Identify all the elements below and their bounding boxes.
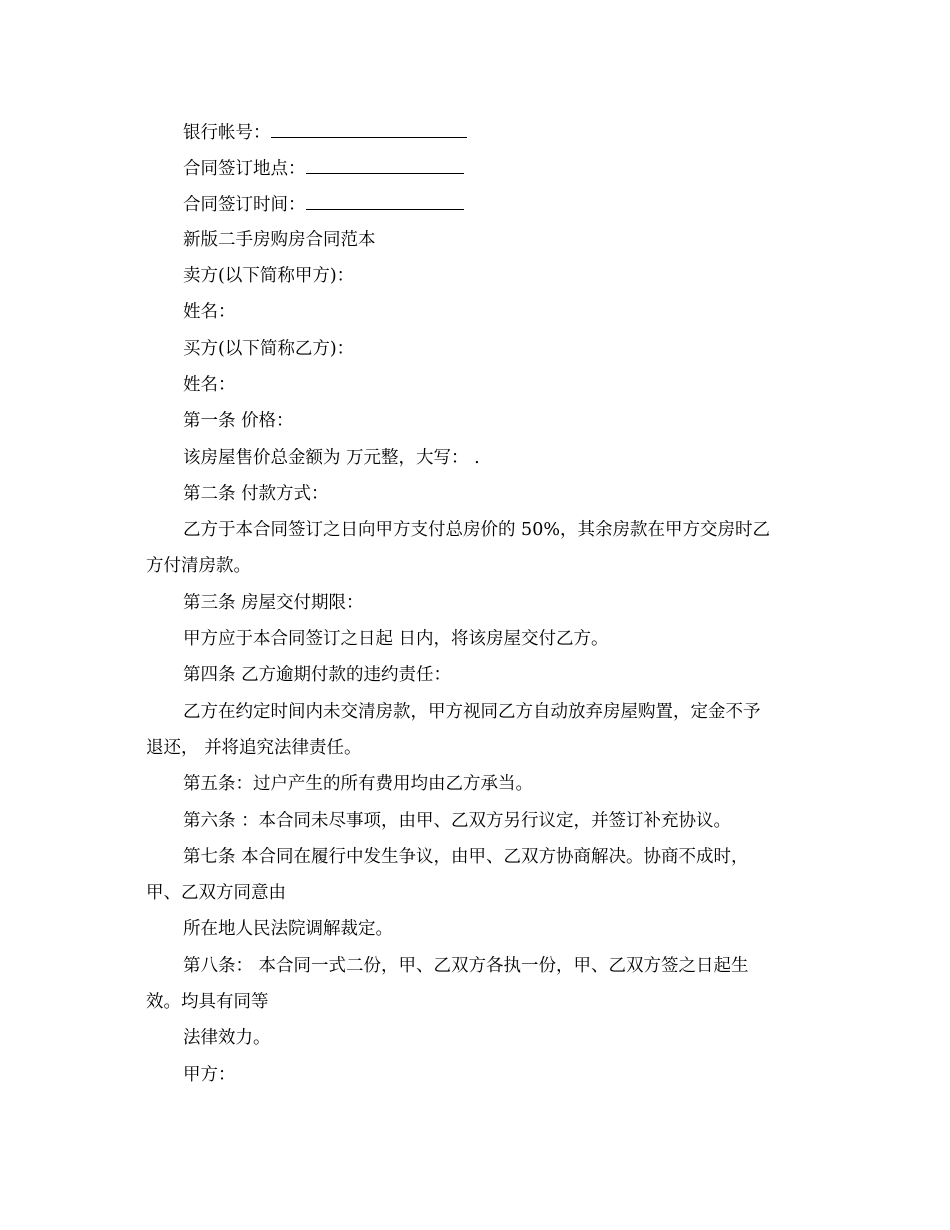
bank-account-blank[interactable] bbox=[271, 121, 467, 138]
article-2-heading: 第二条 付款方式： bbox=[183, 484, 329, 504]
seller-name-label: 姓名： bbox=[183, 302, 236, 322]
article-7-text-line-1: 第七条 本合同在履行中发生争议，由甲、乙双方协商解决。协商不成时， bbox=[183, 847, 749, 867]
article-8-text-line-1: 第八条： 本合同一式二份，甲、乙双方各执一份，甲、乙双方签之日起生 bbox=[183, 956, 749, 976]
article-5-text: 第五条：过户产生的所有费用均由乙方承当。 bbox=[183, 774, 533, 794]
bank-account-row bbox=[183, 121, 467, 144]
article-2-text-line-2: 方付清房款。 bbox=[146, 556, 251, 576]
sign-place-label: 合同签订地点： bbox=[183, 159, 306, 179]
sign-time-row bbox=[183, 193, 464, 216]
article-2-text-line-1: 乙方于本合同签订之日向甲方支付总房价的 50%，其余房款在甲方交房时乙 bbox=[183, 520, 770, 540]
article-3-text: 甲方应于本合同签订之日起 日内，将该房屋交付乙方。 bbox=[183, 629, 609, 649]
document-title: 新版二手房购房合同范本 bbox=[183, 230, 376, 250]
sign-place-row bbox=[183, 157, 464, 180]
buyer-name-label: 姓名： bbox=[183, 375, 236, 395]
party-a-signature-label: 甲方： bbox=[183, 1065, 236, 1085]
article-4-text-line-2: 退还， 并将追究法律责任。 bbox=[146, 738, 362, 758]
sign-place-blank[interactable] bbox=[306, 157, 464, 174]
article-6-text: 第六条 ：本合同未尽事项，由甲、乙双方另行议定，并签订补充协议。 bbox=[183, 811, 732, 831]
buyer-label: 买方(以下简称乙方)： bbox=[183, 339, 355, 359]
article-1-heading: 第一条 价格： bbox=[183, 411, 294, 431]
article-8-text-line-2: 效。均具有同等 bbox=[146, 992, 269, 1012]
seller-label: 卖方(以下简称甲方)： bbox=[183, 266, 355, 286]
article-1-text: 该房屋售价总金额为 万元整，大写： . bbox=[183, 448, 480, 468]
article-3-heading: 第三条 房屋交付期限： bbox=[183, 593, 364, 613]
article-7-text-line-3: 所在地人民法院调解裁定。 bbox=[183, 919, 393, 939]
bank-account-label: 银行帐号： bbox=[183, 123, 271, 143]
article-4-text-line-1: 乙方在约定时间内未交清房款，甲方视同乙方自动放弃房屋购置，定金不予 bbox=[183, 702, 761, 722]
sign-time-blank[interactable] bbox=[306, 193, 464, 210]
article-8-text-line-3: 法律效力。 bbox=[183, 1028, 271, 1048]
article-4-heading: 第四条 乙方逾期付款的违约责任： bbox=[183, 665, 452, 685]
article-7-text-line-2: 甲、乙双方同意由 bbox=[146, 883, 286, 903]
sign-time-label: 合同签订时间： bbox=[183, 195, 306, 215]
